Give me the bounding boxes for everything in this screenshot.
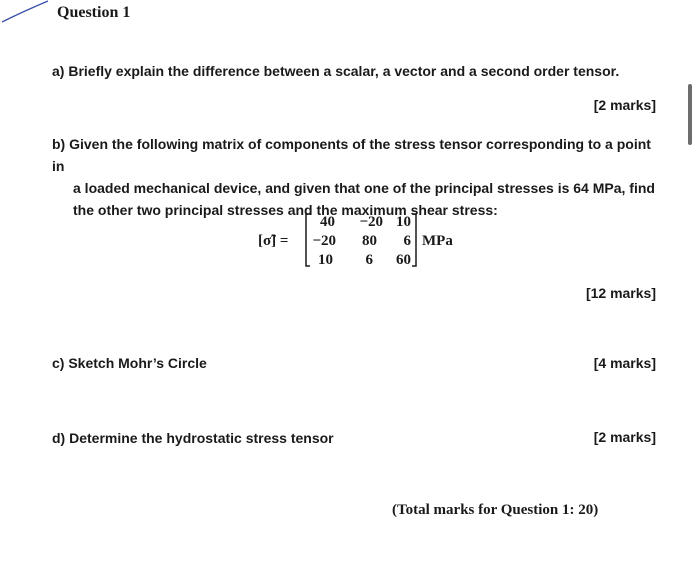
matrix-cell: 60 <box>396 252 411 268</box>
question-a-text: a) Briefly explain the difference between a scalar, a vector and a second order tensor. <box>52 63 620 79</box>
matrix-left-bracket <box>306 214 310 266</box>
question-title: Question 1 <box>57 4 131 21</box>
question-a-marks: [2 marks] <box>593 97 656 113</box>
matrix-right-bracket <box>412 214 416 266</box>
question-b-line-3: the other two principal stresses and the maximum shear stress: <box>73 202 498 218</box>
question-d-marks: [2 marks] <box>593 429 656 445</box>
matrix-cell: −20 <box>359 214 383 230</box>
matrix-cell: −20 <box>312 233 336 249</box>
matrix-cell: 10 <box>318 252 333 268</box>
matrix-unit: MPa <box>422 233 453 249</box>
question-b-line-2: a loaded mechanical device, and given that one of the principal stresses is 64 MPa, find <box>73 180 655 196</box>
question-d-text: d) Determine the hydrostatic stress tensor <box>52 430 334 446</box>
question-b-line-1: b) Given the following matrix of components of the stress tensor corresponding to a point in <box>52 136 651 174</box>
stress-matrix <box>0 0 700 280</box>
question-b-marks: [12 marks] <box>585 285 656 301</box>
matrix-lhs: [σ̃] = <box>258 233 289 249</box>
matrix-cell: 6 <box>365 252 373 268</box>
matrix-cell: 6 <box>403 233 411 249</box>
matrix-cell: 10 <box>396 214 411 230</box>
scrollbar-thumb[interactable] <box>688 84 692 145</box>
matrix-cell: 40 <box>320 214 335 230</box>
matrix-cell: 80 <box>362 233 377 249</box>
total-marks: (Total marks for Question 1: 20) <box>392 502 599 518</box>
question-c-text: c) Sketch Mohr’s Circle <box>52 355 207 371</box>
question-c-marks: [4 marks] <box>593 355 656 371</box>
